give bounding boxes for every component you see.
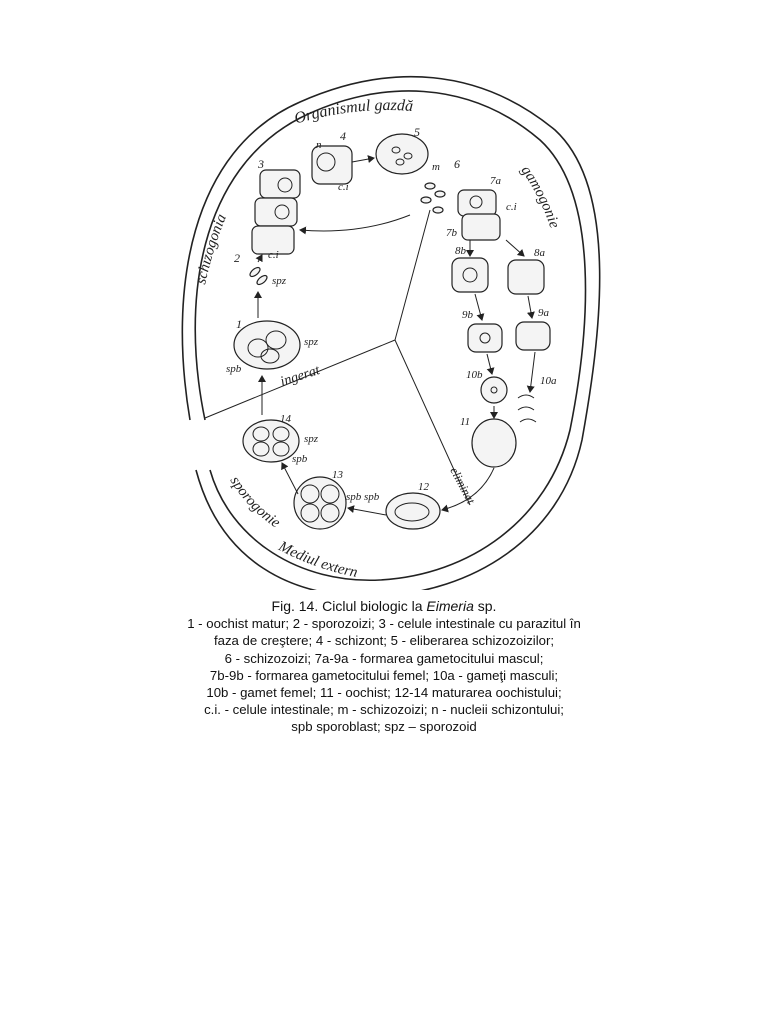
stage-number-9a: 9a [538, 307, 549, 319]
ingested-label: ingerat [278, 363, 322, 390]
label-spb-13: spb [346, 491, 362, 503]
label-spb-1: spb [226, 363, 242, 375]
stage-14-sporulated-oocyst [243, 420, 299, 462]
stage-5-schizozoite-release [376, 134, 428, 174]
stage-8b-cell [452, 258, 488, 292]
stage-number-6: 6 [454, 157, 460, 171]
stage-number-2: 2 [234, 251, 240, 265]
stage-7-intestinal-cells [458, 190, 500, 240]
label-spb-12: spb [364, 491, 380, 503]
stage-number-5: 5 [414, 125, 420, 139]
caption-title-suffix: sp. [473, 598, 497, 614]
stage-2-sporozoites [248, 266, 268, 286]
stage-10a-male-gametes [518, 395, 536, 422]
stage-8a-cell [508, 260, 544, 294]
label-n-4: n [316, 139, 322, 151]
stage-number-8b: 8b [455, 245, 466, 257]
label-spz-1: spz [304, 336, 319, 348]
label-ci-4: c.i [338, 181, 349, 193]
stage-6-schizozoites [421, 183, 445, 213]
caption-title-genus: Eimeria [426, 598, 474, 614]
stage-9b-cell [468, 324, 502, 352]
stage-number-7a: 7a [490, 175, 501, 187]
caption-title-prefix: Fig. 14. Ciclul biologic la [271, 598, 427, 614]
host-organism-label: Organismul gazdă [292, 96, 414, 128]
stage-number-7b: 7b [446, 227, 457, 239]
label-ci-3: c.i [268, 249, 279, 261]
stage-number-11: 11 [460, 416, 471, 428]
stage-number-10b: 10b [466, 369, 483, 381]
label-spb-14: spb [292, 453, 308, 465]
stage-1-mature-oocyst [234, 321, 300, 369]
caption-line: 1 - oochist matur; 2 - sporozoizi; 3 - celule intestinale cu parazitul în [187, 616, 581, 632]
schizogony-label: schizogonia [193, 211, 230, 286]
stage-number-1: 1 [236, 317, 242, 331]
stage-12-maturing-oocyst [386, 493, 440, 529]
caption-line: 7b-9b - formarea gametocitului femel; 10a - gameţi masculi; [209, 667, 559, 683]
stage-11-oocyst [472, 419, 516, 467]
label-spz-2: spz [272, 275, 287, 287]
stage-9a-cell [516, 322, 550, 350]
label-spz-14: spz [304, 433, 319, 445]
stage-number-4: 4 [340, 129, 346, 143]
caption-line: spb sporoblast; spz – sporozoid [291, 719, 477, 735]
caption-line: c.i. - celule intestinale; m - schizozoizi; n - nucleii schizontului; [204, 702, 564, 718]
figure-caption [134, 598, 634, 736]
stage-number-9b: 9b [462, 309, 473, 321]
external-environment-label: Mediul extern [275, 538, 359, 581]
eliminated-label: eliminat [447, 464, 479, 507]
stage-number-14: 14 [280, 413, 291, 425]
stage-number-3: 3 [258, 157, 264, 171]
stage-number-12: 12 [418, 481, 429, 493]
stage-number-10a: 10a [540, 375, 557, 387]
sporogony-label: sporogonie [226, 473, 283, 532]
stage-13-sporoblasts [294, 477, 346, 529]
caption-line: 10b - gamet femel; 11 - oochist; 12-14 maturarea oochistului; [206, 685, 562, 701]
stage-4-schizont [312, 146, 352, 184]
stage-3-intestinal-cells [252, 170, 300, 254]
stage-number-8a: 8a [534, 247, 545, 259]
caption-line: faza de creştere; 4 - schizont; 5 - eliberarea schizozoizilor; [213, 633, 555, 649]
caption-title [134, 598, 634, 615]
caption-line: 6 - schizozoizi; 7a-9a - formarea gametocitului mascul; [224, 650, 544, 666]
label-ci-7: c.i [506, 201, 517, 213]
label-m-5: m [432, 161, 440, 173]
stage-number-13: 13 [332, 469, 343, 481]
stage-10b-female-gamete [481, 377, 507, 403]
gamogony-label: gamogonie [517, 162, 563, 231]
